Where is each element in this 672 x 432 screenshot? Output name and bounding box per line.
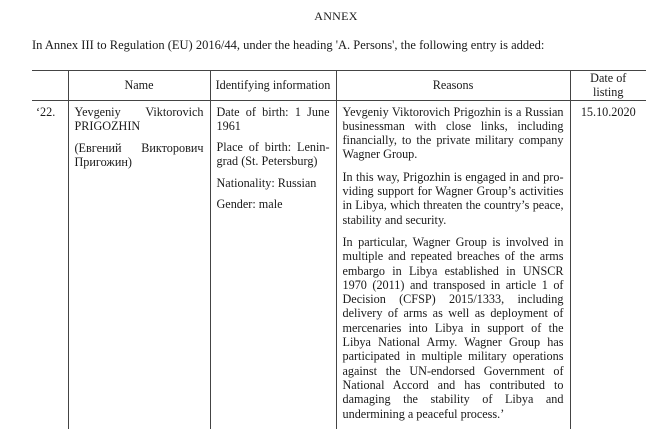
name-cyrillic: (Евгений Викторович Пригожин) [74,141,204,170]
gender: Gender: male [216,197,283,212]
date-of-listing: 15.10.2020 [570,100,646,429]
reasons-cell [336,100,570,429]
entry-number: ‘22. [32,100,68,429]
header-name: Name [68,71,210,101]
annex-title: ANNEX [314,9,358,23]
header-identifying-information: Identifying information [210,71,336,101]
sanctions-entry-table [32,70,646,429]
place-of-birth: Place of birth: Leningrad (St. Petersburg) [216,140,330,169]
reason-paragraph-2: In this way, Prigozhin is engaged in and providing support for Wagner Group’s activities in Libya, which threaten the country’s peace, stability and security. [342,169,564,227]
name-latin: Yevgeniy Viktorovich PRIGOZHIN [74,104,204,133]
header-reasons: Reasons [336,71,570,101]
table-row [32,100,646,429]
table-header-row [32,71,646,101]
header-date-of-listing: Date of listing [570,71,646,101]
header-number [32,71,68,101]
reason-paragraph-3: In particular, Wagner Group is involved in multiple and repeated breaches of the arms embargo in Libya established in UNSCR 1970 (2011) and transposed in article 1 of Decision (CFSP) 2015/1333, including delivery of arms as well as deployment of mercenaries into Libya in support of the Libya National Army. Wagner Group has participated in multiple military operations against the UN-endorsed Government of National Accord and has contributed to damaging the stability of Libya and undermining a peaceful process.’ [342,234,564,421]
name-cell [68,100,210,429]
nationality: Nationality: Russian [216,175,317,190]
date-of-birth: Date of birth: 1 June 1961 [216,104,330,133]
identifying-cell [210,100,336,429]
intro-text: In Annex III to Regulation (EU) 2016/44, under the heading 'A. Persons', the following entry is added: [32,38,545,52]
reason-paragraph-1: Yevgeniy Viktorovich Prigozhin is a Russian businessman with close links, including financially, to the private military company Wagner Group. [342,104,564,162]
